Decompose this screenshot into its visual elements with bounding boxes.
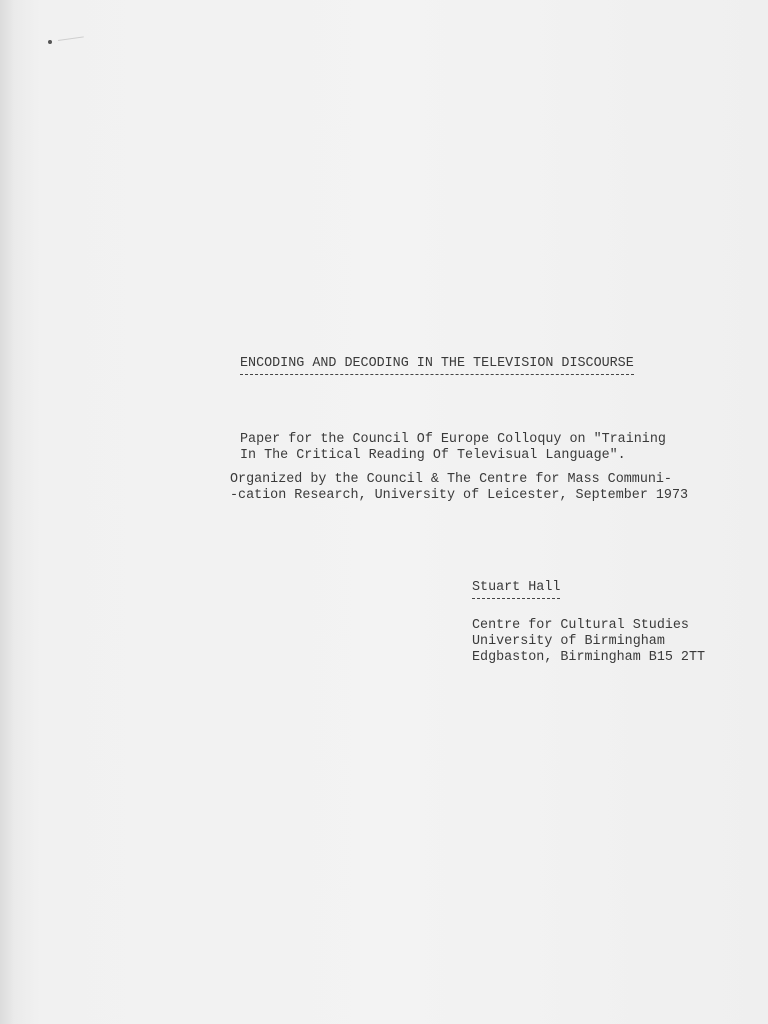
paper-description — [240, 432, 666, 464]
organizer-description — [230, 472, 688, 504]
paper-crease — [58, 36, 84, 41]
address-line-1: Centre for Cultural Studies — [472, 618, 689, 633]
author-address — [472, 618, 705, 666]
page-edge-shadow — [0, 0, 14, 1024]
paper-line-1: Paper for the Council Of Europe Colloquy on "Training — [240, 432, 666, 447]
ink-dot — [48, 40, 52, 44]
organized-line-1: Organized by the Council & The Centre for Mass Communi- — [230, 472, 672, 487]
address-line-2: University of Birmingham — [472, 634, 665, 649]
document-title: ENCODING AND DECODING IN THE TELEVISION DISCOURSE — [240, 356, 634, 375]
address-line-3: Edgbaston, Birmingham B15 2TT — [472, 650, 706, 665]
organized-line-2: -cation Research, University of Leicester, September 1973 — [230, 488, 689, 503]
paper-line-2: In The Critical Reading Of Televisual Language". — [240, 448, 626, 463]
author-name: Stuart Hall — [472, 580, 560, 599]
